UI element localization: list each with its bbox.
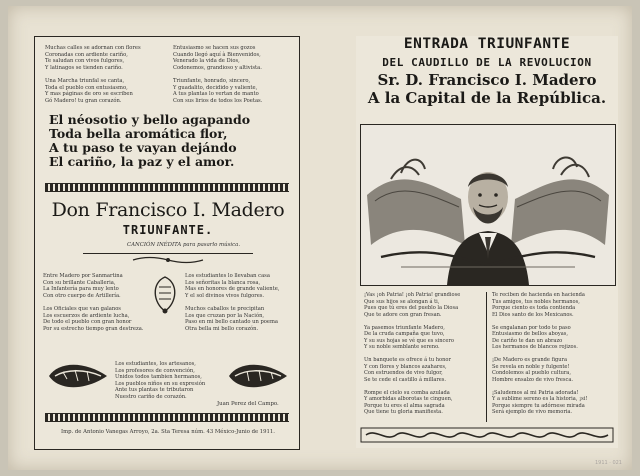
column-divider bbox=[486, 292, 487, 422]
ornamental-rule-bottom bbox=[45, 413, 289, 422]
divider-line bbox=[83, 253, 253, 254]
poem-low-center: Los estudiantes, los artesanos, Los profesores de convención, Unidos todos tambien hermanos, Los pueblos niños en su expresión Ante tus plantas te tributaron Nuestro cariño de corazón. bbox=[115, 361, 206, 400]
right-leaf-ornament-icon bbox=[225, 359, 291, 393]
poem-mid-col2: Los estudiantes lo llevaban casa Los señoritas la blanca rosa, Mas en honores de grande valiente, Y el sol divinos vivos fulgores. Muchos caballos te precipitan Los que cruzan por la Nación, Paso en mi bello cantado un poema Otra bella mi bello corazón. bbox=[185, 273, 280, 332]
featured-verse: El néosotio y bello agapando Toda bella aromática flor, A tu paso te vayan dejándo El cariño, la paz y el amor. bbox=[49, 112, 251, 169]
bottom-scroll-border-icon bbox=[360, 426, 614, 444]
poem-top-col2: Entusiasmo se hacen sus gozos Cuando llegó aquí à Bienvenidos, Venerado la vida de Dios, Codonemos, grandioso y altivista. Triunfante, honrado, sincero, Y guadalito, decidido y valiente, A tus plantas lo vertan de manto Con sus lirios de todos los Poetas. bbox=[173, 45, 263, 104]
poem-author: Juan Perez del Campo. bbox=[217, 401, 279, 407]
catalog-stamp: 1911 · 021 bbox=[594, 460, 622, 466]
poem-top-col1: Muchas calles se adornan con flores Coronadas con ardiente cariño, Te saludan con vivos fulgores, Y latinagos se tienden cariño. Una Marcha triunfal se canta, Toda el pueblo con entusiasmo, Y mas páginas de oro se escriben Gó Madero! tu gran corazón. bbox=[45, 45, 141, 104]
headline-sr-madero: Sr. D. Francisco I. Madero bbox=[377, 71, 597, 89]
ornamental-rule-top bbox=[45, 183, 289, 192]
headline-capital: A la Capital de la República. bbox=[367, 89, 607, 107]
headline-triumph: TRIUNFANTE. bbox=[122, 223, 214, 237]
portrait-with-flags-image bbox=[361, 125, 615, 285]
portrait-engraving bbox=[360, 124, 616, 286]
headline-caudillo: DEL CAUDILLO DE LA REVOLUCION bbox=[382, 56, 592, 69]
lyre-ornament-icon bbox=[147, 273, 183, 315]
right-broadside bbox=[356, 36, 618, 448]
poem-right-col1: ¡Vas ¡oh Patria! ¡oh Patria! grandiose Que sus hijos se alongan á ti, Pues que tú eres del pueblo la Diosa Que te adore con gran fresan. Ya pasemos triunfante Madero, De la cruda campaña que tuvo, Y su sus hojas se vé que es sincero Y su noble semblante sereno. Un banquete es ofrece á tu honor Y con flores y blancos azahares, Con estruendos de vivo fulgor, Se te cede el castillo á millares. Rompe el cielo su comba azulada Y amorbidas alborotas te cinguen, Porque tu eres el alma sagrada Que tiene tu gloria manifiesta. bbox=[364, 292, 461, 415]
printer-imprint: Imp. de Antonio Vanegas Arroyo, 2a. Sta Teresa núm. 43 México-Junio de 1911. bbox=[61, 429, 275, 435]
poem-right-col2: Te reciben de hacienda en hacienda Tus amigos, tus nobles hermanos, Porque ciento es toda contienda El Dios santo de los Mexicanos. Se engalanan por todo te paso Entusiasmo de bellos aboyas, De cariño te dan un abrazo Los hermanos de blancos rojizos. ¡De Madero es grande figura Se revela en noble y fulgente! Condolemos al pueblo cultura, Hombre ensalzo de vivo fresca. ¡Saludemos al mi Patria adorada! Y a sublime sereno es la historia, ¡si! Porque siempre tu adórnese mirada Será ejemplo de vivo memoria. bbox=[492, 292, 588, 415]
headline-name: Don Francisco I. Madero bbox=[51, 199, 285, 221]
headline-entrada: ENTRADA TRIUNFANTE bbox=[403, 36, 571, 52]
flourish-icon bbox=[131, 255, 205, 265]
poem-mid-col1: Entre Madero por Sanmartina Con su brillante Caballeria, La Infantería para muy lento Con otro cuerpo de Artillería. Los Oficiales que van galanos Los escuerzos de ardiente lucha, De todo el pueblo con gran honor Por su estrecho tiempo gran destreza. bbox=[43, 273, 144, 332]
left-leaf-ornament-icon bbox=[45, 359, 111, 393]
mount-board bbox=[8, 6, 632, 470]
left-broadside bbox=[34, 36, 300, 450]
song-note: CANCIÓN INÉDITA para pasarlo música. bbox=[127, 242, 241, 248]
